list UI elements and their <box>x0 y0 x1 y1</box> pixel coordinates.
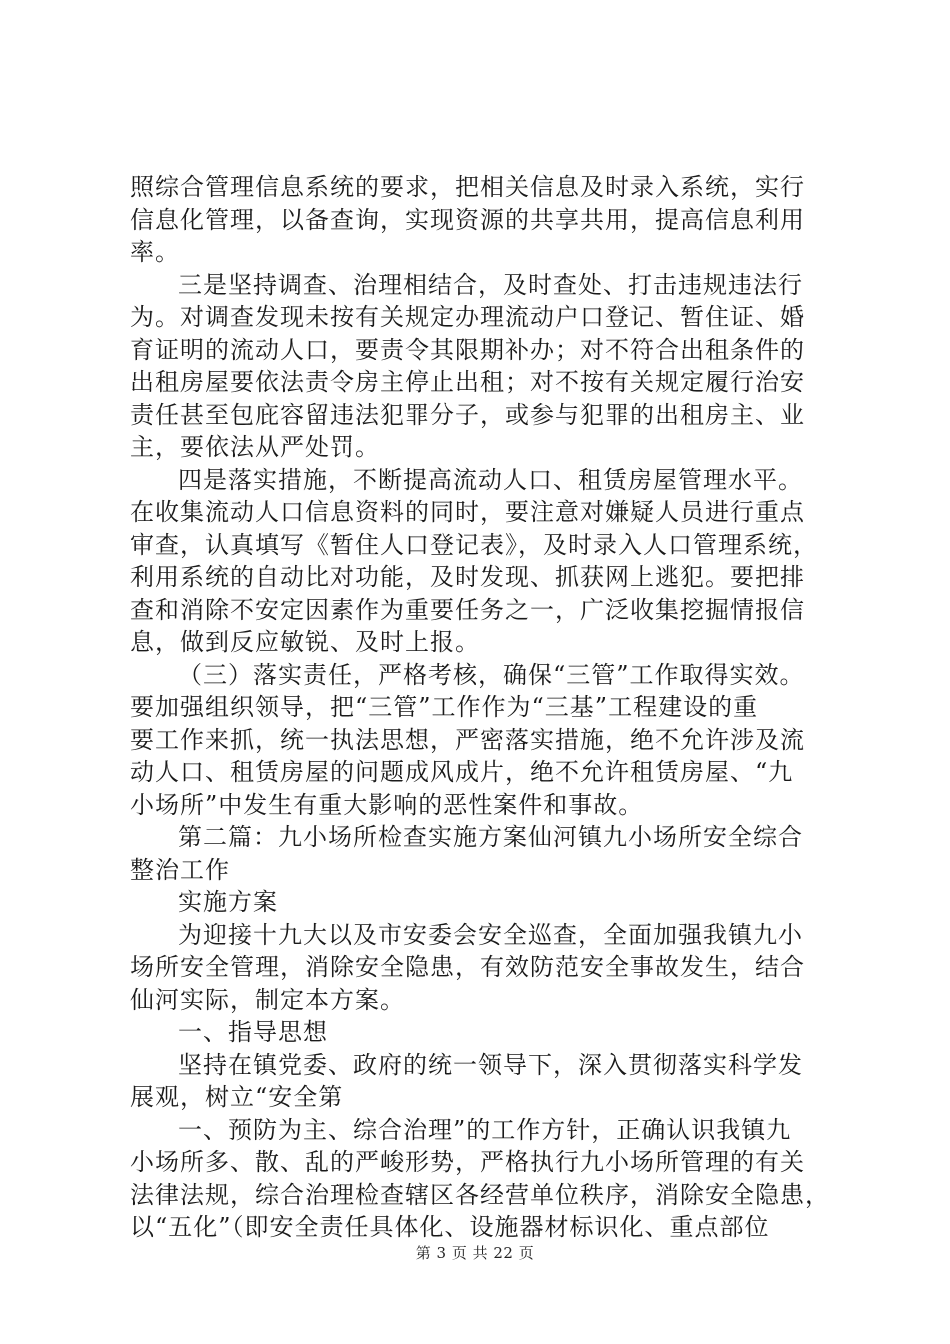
paragraph-start-line: 三是坚持调查、治理相结合，及时查处、打击违规违法行 <box>178 270 803 299</box>
section-heading-line: 第二篇：九小场所检查实施方案仙河镇九小场所安全综合 <box>178 823 803 851</box>
text-line: 率。 <box>130 238 180 266</box>
text-line: 要工作来抓，统一执法思想，严密落实措施，绝不允许涉及流 <box>130 725 805 754</box>
paragraph-start-line: 一、预防为主、综合治理”的工作方针，正确认识我镇九 <box>178 1115 792 1144</box>
text-line: 审查，认真填写《暂住人口登记表》，及时录入人口管理系统， <box>130 530 818 559</box>
text-line: 查和消除不安定因素作为重要任务之一，广泛收集挖掘情报信 <box>130 595 805 624</box>
text-line: 照综合管理信息系统的要求，把相关信息及时录入系统，实行 <box>130 173 805 201</box>
text-line: 为。对调查发现未按有关规定办理流动户口登记、暂住证、婚 <box>130 303 805 331</box>
text-line: 动人口、租赁房屋的问题成风成片，绝不允许租赁房屋、“九 <box>130 758 794 786</box>
text-line: 责任甚至包庇容留违法犯罪分子，或参与犯罪的出租房主、业 <box>130 400 805 429</box>
section-heading-line: 整治工作 <box>130 855 230 884</box>
text-line: 展观，树立“安全第 <box>130 1083 344 1111</box>
text-line: 小场所多、散、乱的严峻形势，严格执行九小场所管理的有关 <box>130 1148 805 1176</box>
text-line: 息，做到反应敏锐、及时上报。 <box>130 628 480 656</box>
text-line: 主，要依法从严处罚。 <box>130 433 380 461</box>
text-line: 要加强组织领导，把“三管”工作作为“三基”工程建设的重 <box>130 693 759 721</box>
section-heading-line: 实施方案 <box>178 888 278 916</box>
text-line: 以“五化”（即安全责任具体化、设施器材标识化、重点部位 <box>130 1213 770 1241</box>
subheading-line: 一、指导思想 <box>178 1018 328 1046</box>
paragraph-start-line: 坚持在镇党委、政府的统一领导下，深入贯彻落实科学发 <box>178 1050 803 1079</box>
text-line: 育证明的流动人口，要责令其限期补办；对不符合出租条件的 <box>130 335 805 364</box>
document-body <box>130 171 830 1244</box>
text-line: 法律法规，综合治理检查辖区各经营单位秩序，消除安全隐患， <box>130 1180 830 1209</box>
text-line: 利用系统的自动比对功能，及时发现、抓获网上逃犯。要把排 <box>130 563 805 591</box>
paragraph-start-line: 四是落实措施，不断提高流动人口、租赁房屋管理水平。 <box>178 465 803 494</box>
paragraph-start-line: 为迎接十九大以及市安委会安全巡查，全面加强我镇九小 <box>178 920 803 949</box>
text-line: 场所安全管理，消除安全隐患，有效防范安全事故发生，结合 <box>130 953 805 981</box>
paragraph-start-line: （三）落实责任，严格考核，确保“三管”工作取得实效。 <box>178 660 805 689</box>
text-line: 仙河实际，制定本方案。 <box>130 985 405 1014</box>
text-line: 信息化管理，以备查询，实现资源的共享共用，提高信息利用 <box>130 205 805 234</box>
text-line: 出租房屋要依法责令房主停止出租；对不按有关规定履行治安 <box>130 368 805 396</box>
page-number-footer: 第 3 页 共 22 页 <box>415 1244 535 1262</box>
text-line: 在收集流动人口信息资料的同时，要注意对嫌疑人员进行重点 <box>130 498 805 526</box>
text-line: 小场所”中发生有重大影响的恶性案件和事故。 <box>130 790 644 819</box>
